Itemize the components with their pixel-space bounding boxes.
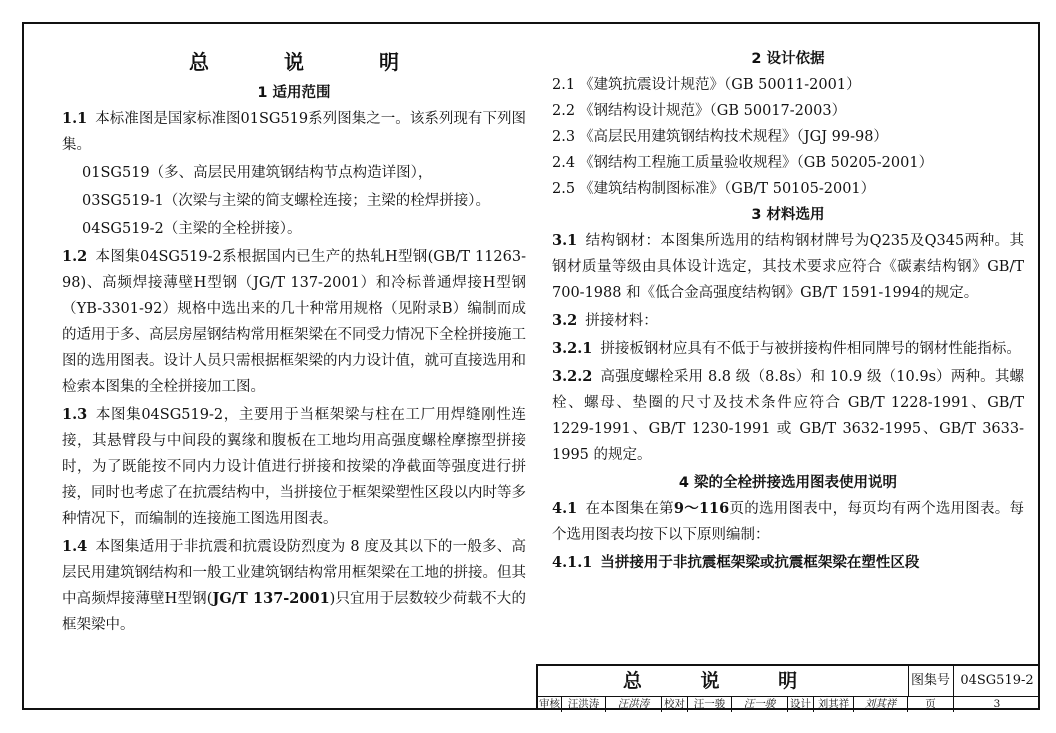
clause-1-4 bbox=[62, 534, 526, 638]
clause-number: 1.4 bbox=[62, 538, 88, 555]
ref-text: 《钢结构设计规范》（GB 50017-2003） bbox=[579, 103, 847, 119]
title-block-row-main bbox=[538, 666, 1040, 697]
reference-item bbox=[552, 150, 1024, 176]
clause-number: 4.1 bbox=[552, 500, 578, 517]
reference-item bbox=[552, 124, 1024, 150]
review-name: 汪洪涛 bbox=[562, 696, 606, 712]
design-name: 刘其祥 bbox=[814, 696, 854, 712]
design-label: 设计 bbox=[788, 696, 814, 712]
ref-text: 《建筑抗震设计规范》（GB 50011-2001） bbox=[579, 77, 861, 93]
ref-number: 2.1 bbox=[552, 77, 576, 93]
clause-1-2 bbox=[62, 244, 526, 400]
section-2-title: 2 设计依据 bbox=[751, 51, 825, 67]
reference-item bbox=[552, 98, 1024, 124]
clause-text-end: )只宜用于层数较少荷载不大的框架梁中。 bbox=[62, 591, 526, 633]
clause-3-2 bbox=[552, 308, 1024, 334]
page-range: 9～116 bbox=[673, 500, 730, 517]
check-label: 校对 bbox=[662, 696, 688, 712]
reference-item bbox=[552, 176, 1024, 202]
clause-number: 4.1.1 bbox=[552, 554, 593, 571]
atlas-list-item: 01SG519（多、高层民用建筑钢结构节点构造详图）， bbox=[82, 165, 433, 181]
clause-text: 结构钢材：本图集所选用的结构钢材牌号为Q235及Q345两种。其钢材质量等级由具体设计选定，其技术要求应符合《碳素结构钢》GB/T 700-1988 和《低合金高强度结构钢》GB/T 1591-1994的规定。 bbox=[552, 233, 1024, 301]
section-3-title: 3 材料选用 bbox=[751, 207, 825, 223]
clause-text: 拼接材料： bbox=[585, 313, 658, 329]
clause-text: 当拼接用于非抗震框架梁或抗震框架梁在塑性区段 bbox=[600, 554, 920, 571]
page-label: 页 bbox=[908, 696, 954, 712]
clause-3-1 bbox=[552, 228, 1024, 306]
clause-text: 本图集04SG519-2系根据国内已生产的热轧H型钢(GB/T 11263-98)、高频焊接薄壁H型钢（JG/T 137-2001）和冷标普通焊接H型钢（YB-3301-92）规格中选出来的几十种常用规格（见附录B）编制而成的适用于多、高层房屋钢结构常用框架梁在不同受力情况下全栓拼接施工图的选用图表。设计人员只需根据框架梁的内力设计值，就可直接选用和检索本图集的全栓拼接加工图。 bbox=[62, 249, 526, 395]
ref-text: 《建筑结构制图标准》（GB/T 50105-2001） bbox=[579, 181, 876, 197]
check-signature: 汪一骏 bbox=[732, 696, 788, 712]
atlas-list-item: 03SG519-1（次梁与主梁的简支螺栓连接；主梁的栓焊拼接）。 bbox=[82, 193, 491, 209]
ref-number: 2.3 bbox=[552, 129, 576, 145]
clause-text-end: 页的选用图表中，每页均有两个选用图表。每个选用图表均按下以下原则编制： bbox=[552, 501, 1025, 543]
ref-number: 2.2 bbox=[552, 103, 576, 119]
clause-number: 3.2.1 bbox=[552, 340, 593, 357]
standard-code: JG/T 137-2001 bbox=[212, 590, 330, 607]
design-signature: 刘其祥 bbox=[854, 696, 908, 712]
clause-text: 本图集适用于非抗震和抗震设防烈度为 8 度及其以下的一般多、高层民用建筑钢结构和一般工业建筑钢结构常用框架梁在工地的拼接。但其中高频焊接薄壁H型钢( bbox=[62, 539, 526, 607]
drawing-frame bbox=[22, 22, 1040, 710]
check-name: 汪一骏 bbox=[688, 696, 732, 712]
clause-text: 本图集04SG519-2，主要用于当框架梁与柱在工厂用焊缝刚性连接，其悬臂段与中间段的翼缘和腹板在工地均用高强度螺栓摩擦型拼接时，为了既能按不同内力设计值进行拼接和按梁的净截面等强度进行拼接，同时也考虑了在抗震结构中，当拼接位于框架梁塑性区段以内时等多种情况下，而编制的连接施工图选用图表。 bbox=[62, 407, 526, 527]
clause-3-2-2 bbox=[552, 364, 1024, 468]
clause-4-1 bbox=[552, 496, 1024, 548]
right-column bbox=[552, 24, 1024, 578]
ref-number: 2.4 bbox=[552, 155, 576, 171]
clause-number: 1.3 bbox=[62, 406, 88, 423]
clause-text: 拼接板钢材应具有不低于与被拼接构件相同牌号的钢材性能指标。 bbox=[600, 341, 1021, 357]
review-label: 审核 bbox=[539, 698, 560, 710]
clause-text: 在本图集在第 bbox=[585, 501, 674, 517]
page-title: 总 说 明 bbox=[189, 50, 433, 74]
clause-text: 高强度螺栓采用 8.8 级（8.8s）和 10.9 级（10.9s）两种。其螺栓、螺母、垫圈的尺寸及技术条件应符合 GB/T 1228-1991、GB/T 1229-1991、GB/T 1230-1991 或 GB/T 3632-1995、GB/T 3633-1995 的规定。 bbox=[552, 369, 1024, 463]
section-4-title: 4 梁的全栓拼接选用图表使用说明 bbox=[678, 475, 898, 491]
review-signature: 汪洪涛 bbox=[606, 696, 662, 712]
page-number: 3 bbox=[993, 698, 1001, 710]
clause-number: 1.1 bbox=[62, 110, 88, 127]
clause-number: 1.2 bbox=[62, 248, 88, 265]
clause-3-2-1 bbox=[552, 336, 1024, 362]
atlas-list-item: 04SG519-2（主梁的全栓拼接）。 bbox=[82, 221, 302, 237]
clause-4-1-1 bbox=[552, 550, 1024, 576]
ref-text: 《钢结构工程施工质量验收规程》（GB 50205-2001） bbox=[579, 155, 934, 171]
clause-1-1 bbox=[62, 106, 526, 158]
ref-text: 《高层民用建筑钢结构技术规程》（JGJ 99-98） bbox=[579, 129, 888, 145]
title-block-title: 总 说 明 bbox=[538, 666, 909, 696]
section-1-title: 1 适用范围 bbox=[257, 85, 331, 101]
reference-item bbox=[552, 72, 1024, 98]
clause-number: 3.2 bbox=[552, 312, 578, 329]
atlas-number: 04SG519-2 bbox=[960, 673, 1034, 688]
atlas-label: 图集号 bbox=[908, 666, 954, 696]
clause-number: 3.1 bbox=[552, 232, 578, 249]
ref-number: 2.5 bbox=[552, 181, 576, 197]
left-column bbox=[62, 24, 526, 640]
clause-1-3 bbox=[62, 402, 526, 532]
clause-text: 本标准图是国家标准图01SG519系列图集之一。该系列现有下列图集。 bbox=[62, 111, 526, 153]
title-block-row-sign bbox=[538, 696, 1040, 712]
clause-number: 3.2.2 bbox=[552, 368, 593, 385]
title-block bbox=[536, 664, 1040, 710]
